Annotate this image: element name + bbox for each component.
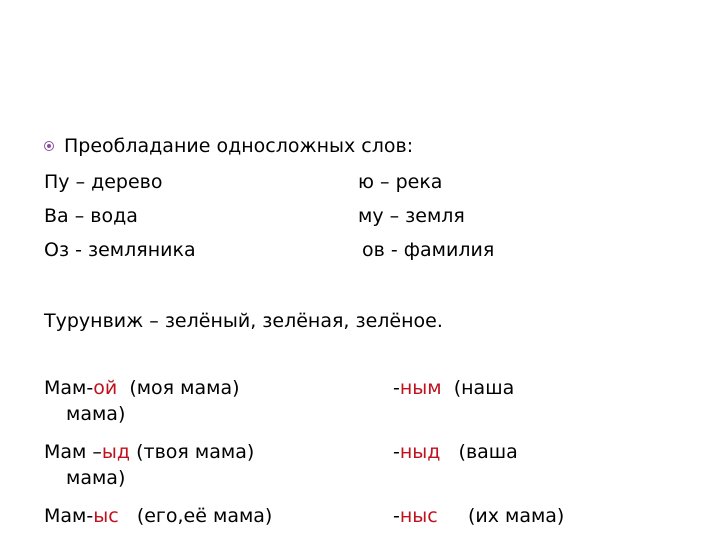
suffix: ным [399, 377, 442, 399]
possessive-wrap: мама) [66, 467, 126, 489]
gloss: (их мама) [467, 505, 565, 527]
heading: Преобладание односложных слов: [64, 135, 414, 157]
gloss: (моя мама) [129, 377, 240, 399]
possessive-right [393, 504, 564, 528]
suffix: ныд [399, 441, 441, 463]
possessive-left [44, 504, 272, 528]
suffix: ыс [93, 505, 119, 527]
dash: - [393, 505, 400, 527]
word-pair-right: му – земля [358, 205, 465, 227]
word-pair-left: Ва – вода [44, 205, 138, 227]
bullet-icon [44, 141, 54, 151]
word-pair-left: Оз - земляника [44, 239, 196, 261]
suffix: ой [93, 377, 118, 399]
possessive-right [393, 440, 518, 464]
gloss: (ваша [458, 441, 518, 463]
dash: - [393, 377, 400, 399]
possessive-wrap: мама) [66, 403, 126, 425]
dash: - [393, 441, 400, 463]
word-pair-left: Пу – дерево [44, 171, 163, 193]
word-pair-right: ов - фамилия [362, 239, 495, 261]
stem: Мам- [44, 377, 94, 399]
stem: Мам- [44, 505, 94, 527]
possessive-left [44, 376, 240, 400]
word-pair-right: ю – река [358, 171, 443, 193]
suffix: ныс [399, 505, 438, 527]
suffix: ыд [101, 441, 131, 463]
adjective-line: Турунвиж – зелёный, зелёная, зелёное. [44, 310, 443, 332]
possessive-left [44, 440, 254, 464]
gloss: (твоя мама) [136, 441, 255, 463]
gloss: (наша [453, 377, 515, 399]
gloss: (его,её мама) [136, 505, 273, 527]
stem: Мам – [44, 441, 102, 463]
possessive-right [393, 376, 514, 400]
